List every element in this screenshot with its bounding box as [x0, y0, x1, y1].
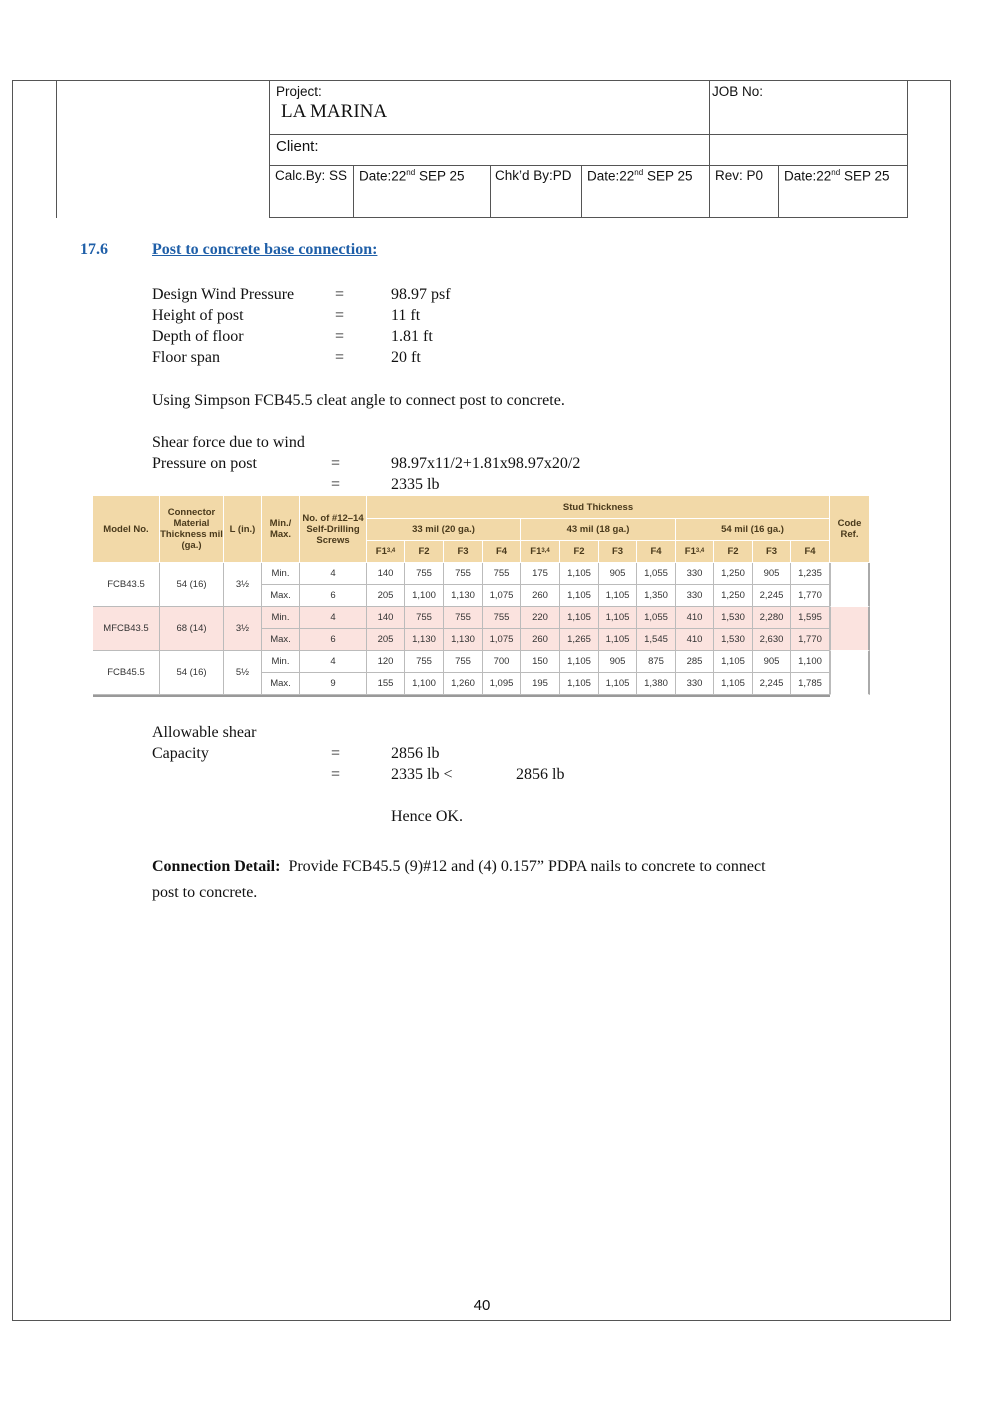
model-cell: FCB43.5 [93, 563, 160, 607]
capacity-cell: 755 [405, 607, 444, 629]
capacity-cell: 1,770 [791, 629, 830, 651]
check-result: Hence OK. [391, 808, 463, 825]
min-max-cell: Min. [262, 563, 300, 585]
equals-sign: = [331, 745, 341, 762]
capacity-cell: 2,280 [753, 607, 791, 629]
equals-sign: = [331, 455, 341, 472]
capacity-cell: 285 [676, 651, 714, 673]
screws-cell: 4 [300, 651, 367, 673]
header-force-f4: F4 [483, 541, 521, 563]
input-value: 1.81 ft [391, 328, 433, 345]
capacity-cell: 1,075 [483, 629, 521, 651]
header-screws: No. of #12–14 Self-Drilling Screws [300, 496, 367, 563]
screws-cell: 9 [300, 673, 367, 695]
compare-left: 2335 lb < [391, 766, 453, 783]
page-frame [12, 80, 951, 1321]
shear-result: 2335 lb [391, 476, 440, 493]
connection-detail-label: Connection Detail: [152, 858, 281, 875]
screws-cell: 6 [300, 629, 367, 651]
capacity-cell: 1,105 [560, 673, 599, 695]
capacity-cell: 120 [367, 651, 405, 673]
client-label: Client: [276, 138, 319, 155]
header-group-54mil: 54 mil (16 ga.) [676, 519, 830, 541]
capacity-cell: 875 [637, 651, 676, 673]
capacity-cell: 2,630 [753, 629, 791, 651]
checked-by: Chk’d By:PD [495, 168, 572, 183]
header-force-f2: F2 [714, 541, 753, 563]
shear-formula: 98.97x11/2+1.81x98.97x20/2 [391, 455, 581, 472]
header-force-f2: F2 [560, 541, 599, 563]
capacity-cell: 1,105 [599, 585, 637, 607]
capacity-cell: 1,530 [714, 629, 753, 651]
capacity-cell: 2,245 [753, 673, 791, 695]
capacity-cell: 1,100 [791, 651, 830, 673]
capacity-cell: 700 [483, 651, 521, 673]
capacity-cell: 1,770 [791, 585, 830, 607]
capacity-cell: 905 [753, 651, 791, 673]
input-label: Design Wind Pressure [152, 286, 295, 303]
section-title: Post to concrete base connection: [152, 241, 378, 258]
code-ref-cell [830, 651, 870, 695]
allowable-heading: Allowable shear [152, 724, 257, 741]
capacity-cell: 1,105 [560, 563, 599, 585]
capacity-cell: 1,105 [714, 651, 753, 673]
input-label: Floor span [152, 349, 220, 366]
header-force-f1: F1 3,4 [521, 541, 560, 563]
capacity-cell: 260 [521, 629, 560, 651]
capacity-cell: 755 [405, 651, 444, 673]
header-force-f4: F4 [791, 541, 830, 563]
capacity-cell: 905 [599, 651, 637, 673]
capacity-cell: 1,055 [637, 607, 676, 629]
capacity-cell: 755 [444, 651, 483, 673]
using-statement: Using Simpson FCB45.5 cleat angle to connect post to concrete. [152, 392, 565, 409]
equals-sign: = [335, 286, 345, 303]
connection-detail-text: Provide FCB45.5 (9)#12 and (4) 0.157” PDPA nails to concrete to connect [280, 858, 766, 875]
header-force-f2: F2 [405, 541, 444, 563]
project-name: LA MARINA [281, 101, 388, 122]
capacity-cell: 260 [521, 585, 560, 607]
capacity-cell: 755 [483, 563, 521, 585]
length-cell: 3½ [224, 563, 262, 607]
capacity-cell: 205 [367, 585, 405, 607]
capacity-cell: 1,595 [791, 607, 830, 629]
capacity-cell: 1,130 [405, 629, 444, 651]
capacity-cell: 755 [483, 607, 521, 629]
equals-sign: = [335, 349, 345, 366]
input-label: Height of post [152, 307, 244, 324]
capacity-cell: 905 [753, 563, 791, 585]
capacity-label: Capacity [152, 745, 209, 762]
capacity-cell: 1,055 [637, 563, 676, 585]
min-max-cell: Max. [262, 585, 300, 607]
capacity-cell: 1,075 [483, 585, 521, 607]
model-cell: MFCB43.5 [93, 607, 160, 651]
capacity-cell: 1,265 [560, 629, 599, 651]
calc-by: Calc.By: SS [275, 168, 348, 183]
capacity-cell: 1,130 [444, 629, 483, 651]
revision-date: Date:22nd SEP 25 [784, 168, 890, 184]
min-max-cell: Max. [262, 629, 300, 651]
shear-heading: Shear force due to wind [152, 434, 305, 451]
capacity-cell: 1,380 [637, 673, 676, 695]
screws-cell: 4 [300, 563, 367, 585]
connection-detail-line1 [152, 856, 766, 877]
thickness-cell: 54 (16) [160, 651, 224, 695]
capacity-cell: 1,105 [599, 629, 637, 651]
capacity-cell: 155 [367, 673, 405, 695]
code-ref-cell [830, 607, 870, 651]
header-force-f1: F1 3,4 [367, 541, 405, 563]
length-cell: 5½ [224, 651, 262, 695]
logo-area [56, 80, 269, 218]
capacity-cell: 755 [444, 607, 483, 629]
code-ref-cell [830, 563, 870, 607]
capacity-cell: 1,105 [560, 651, 599, 673]
compare-right: 2856 lb [516, 766, 565, 783]
capacity-cell: 1,130 [444, 585, 483, 607]
calc-date: Date:22nd SEP 25 [359, 168, 465, 184]
capacity-cell: 140 [367, 563, 405, 585]
model-cell: FCB45.5 [93, 651, 160, 695]
thickness-cell: 54 (16) [160, 563, 224, 607]
header-length: L (in.) [224, 496, 262, 563]
capacity-cell: 1,105 [560, 607, 599, 629]
input-value: 98.97 psf [391, 286, 451, 303]
screws-cell: 6 [300, 585, 367, 607]
capacity-value: 2856 lb [391, 745, 440, 762]
capacity-cell: 2,245 [753, 585, 791, 607]
header-group-33mil: 33 mil (20 ga.) [367, 519, 521, 541]
shear-label: Pressure on post [152, 455, 257, 472]
capacity-cell: 755 [444, 563, 483, 585]
capacity-cell: 220 [521, 607, 560, 629]
capacity-cell: 905 [599, 563, 637, 585]
page-number: 40 [473, 1297, 491, 1314]
project-label: Project: [276, 84, 322, 99]
equals-sign: = [331, 476, 341, 493]
header-force-f3: F3 [599, 541, 637, 563]
input-value: 11 ft [391, 307, 421, 324]
header-force-f3: F3 [444, 541, 483, 563]
thickness-cell: 68 (14) [160, 607, 224, 651]
header-force-f4: F4 [637, 541, 676, 563]
screws-cell: 4 [300, 607, 367, 629]
header-stud-thickness: Stud Thickness [367, 496, 830, 519]
check-date: Date:22nd SEP 25 [587, 168, 693, 184]
capacity-cell: 1,250 [714, 585, 753, 607]
capacity-cell: 1,350 [637, 585, 676, 607]
capacity-cell: 410 [676, 629, 714, 651]
input-value: 20 ft [391, 349, 421, 366]
capacity-cell: 1,100 [405, 585, 444, 607]
table-bottom-rule [93, 695, 830, 697]
capacity-cell: 330 [676, 673, 714, 695]
capacity-cell: 1,545 [637, 629, 676, 651]
header-connector-thickness: Connector Material Thickness mil (ga.) [160, 496, 224, 563]
capacity-cell: 1,105 [599, 607, 637, 629]
equals-sign: = [335, 307, 345, 324]
capacity-cell: 1,100 [405, 673, 444, 695]
length-cell: 3½ [224, 607, 262, 651]
input-label: Depth of floor [152, 328, 244, 345]
capacity-cell: 205 [367, 629, 405, 651]
simpson-capacity-table [93, 496, 870, 697]
section-number: 17.6 [80, 241, 108, 258]
header-code-ref: Code Ref. [830, 496, 870, 563]
equals-sign: = [331, 766, 341, 783]
header-model: Model No. [93, 496, 160, 563]
revision: Rev: P0 [715, 168, 764, 183]
header-force-f3: F3 [753, 541, 791, 563]
capacity-cell: 1,785 [791, 673, 830, 695]
capacity-cell: 1,260 [444, 673, 483, 695]
capacity-cell: 1,235 [791, 563, 830, 585]
capacity-cell: 1,105 [560, 585, 599, 607]
job-number-label: JOB No: [712, 84, 764, 99]
min-max-cell: Min. [262, 651, 300, 673]
header-group-43mil: 43 mil (18 ga.) [521, 519, 676, 541]
capacity-cell: 1,250 [714, 563, 753, 585]
capacity-cell: 1,530 [714, 607, 753, 629]
capacity-cell: 410 [676, 607, 714, 629]
min-max-cell: Min. [262, 607, 300, 629]
header-force-f1: F1 3,4 [676, 541, 714, 563]
header-min-max: Min./ Max. [262, 496, 300, 563]
min-max-cell: Max. [262, 673, 300, 695]
capacity-cell: 140 [367, 607, 405, 629]
connection-detail-line2: post to concrete. [152, 884, 258, 901]
capacity-cell: 330 [676, 563, 714, 585]
capacity-cell: 175 [521, 563, 560, 585]
capacity-cell: 150 [521, 651, 560, 673]
capacity-cell: 195 [521, 673, 560, 695]
capacity-cell: 330 [676, 585, 714, 607]
title-block [269, 80, 908, 218]
capacity-cell: 1,095 [483, 673, 521, 695]
capacity-cell: 1,105 [599, 673, 637, 695]
equals-sign: = [335, 328, 345, 345]
capacity-cell: 1,105 [714, 673, 753, 695]
capacity-cell: 755 [405, 563, 444, 585]
